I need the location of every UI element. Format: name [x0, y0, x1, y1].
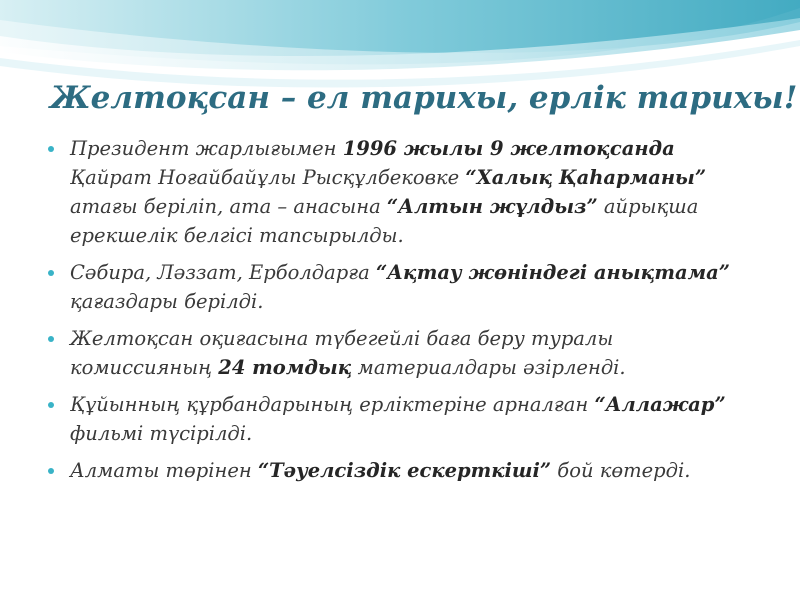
bullet-item — [48, 134, 738, 250]
emphasis-text: “Тәуелсіздік ескерткіші” — [257, 459, 552, 482]
bullet-text: Желтоқсан оқиғасына түбегейлі баға беру туралы комиссияның — [70, 327, 614, 379]
bullet-text: фильмі түсірілді. — [70, 422, 253, 445]
bullet-text: Қайрат Ноғайбайұлы Рысқұлбековке — [70, 166, 466, 189]
bullet-text: қағаздары берілді. — [70, 290, 264, 313]
circle-bullet-icon — [48, 270, 54, 276]
bullet-item — [48, 456, 738, 485]
circle-bullet-icon — [48, 468, 54, 474]
emphasis-text: “Ақтау жөніндегі анықтама” — [375, 261, 730, 284]
emphasis-text: 1996 жылы 9 желтоқсанда — [342, 137, 675, 160]
bullet-item — [48, 390, 738, 448]
bullet-text: бой көтерді. — [551, 459, 691, 482]
emphasis-text: 24 томдық — [218, 356, 352, 379]
bullet-text: материалдары әзірленді. — [351, 356, 626, 379]
circle-bullet-icon — [48, 336, 54, 342]
slide-title: Желтоқсан – ел тарихы, ерлік тарихы! — [50, 80, 798, 116]
emphasis-text: “Алтын жұлдыз” — [386, 195, 598, 218]
circle-bullet-icon — [48, 146, 54, 152]
circle-bullet-icon — [48, 402, 54, 408]
bullet-text: Президент жарлығымен — [70, 137, 343, 160]
bullet-item — [48, 324, 738, 382]
bullet-text: Алматы төрінен — [70, 459, 258, 482]
bullet-item — [48, 258, 738, 316]
bullet-text: Сәбира, Ләззат, Ерболдарға — [70, 261, 376, 284]
bullet-text: Құйынның құрбандарының ерліктеріне арналған — [70, 393, 595, 416]
bullet-list — [48, 134, 738, 493]
emphasis-text: “Халық Қаһарманы” — [465, 166, 707, 189]
bullet-text: айрықша ерекшелік белгісі тапсырылды. — [70, 195, 699, 247]
bullet-text: атағы беріліп, ата – анасына — [70, 195, 387, 218]
emphasis-text: “Аллажар” — [594, 393, 726, 416]
